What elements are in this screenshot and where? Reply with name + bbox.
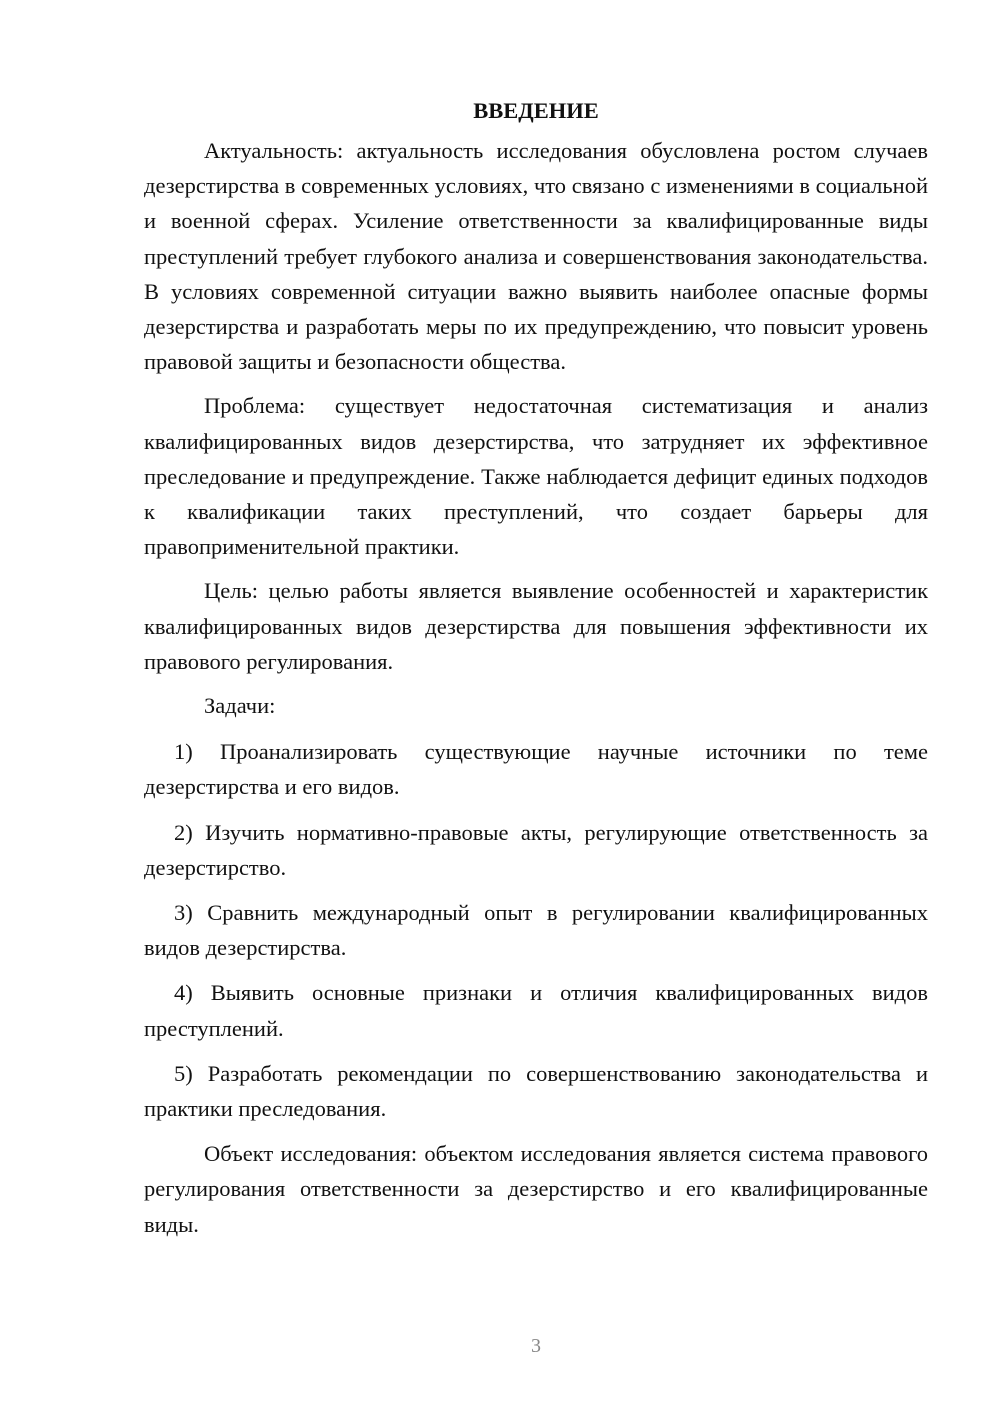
goal-paragraph: Цель: целью работы является выявление особенностей и характеристик квалифицированных видов дезерстирства для повышения эффективности их правового регулирования. [144, 578, 928, 674]
tasks-list [144, 734, 928, 1126]
relevance-paragraph: Актуальность: актуальность исследования обусловлена ростом случаев дезерстирства в современных условиях, что связано с изменениями в социальной и военной сферах. Усиление ответственности за квалифицированные виды преступлений требует глубокого анализа и совершенствования законодательства. В условиях современной ситуации важно выявить наиболее опасные формы дезерстирства и разработать меры по их предупреждению, что повысит уровень правовой защиты и безопасности общества. [144, 138, 928, 375]
page-number: 3 [531, 1335, 541, 1357]
task-item: 3) Сравнить международный опыт в регулировании квалифицированных видов дезерстирства. [144, 900, 928, 961]
task-item: 5) Разработать рекомендации по совершенствованию законодательства и практики преследования. [144, 1060, 928, 1122]
document-body [144, 96, 928, 1251]
object-paragraph: Объект исследования: объектом исследования является система правового регулирования ответственности за дезерстирство и его квалифицированные виды. [144, 1141, 928, 1237]
task-item: 4) Выявить основные признаки и отличия квалифицированных видов преступлений. [144, 980, 928, 1041]
page-title: ВВЕДЕНИЕ [473, 98, 599, 123]
task-item: 2) Изучить нормативно-правовые акты, регулирующие ответственность за дезерстирство. [144, 819, 928, 880]
tasks-heading: Задачи: [204, 693, 276, 719]
task-item: 1) Проанализировать существующие научные источники по теме дезерстирства и его видов. [144, 739, 928, 800]
problem-paragraph: Проблема: существует недостаточная систематизация и анализ квалифицированных видов дезерстирства, что затрудняет их эффективное преследование и предупреждение. Также наблюдается дефицит единых подходов к квалификации таких преступлений, что создает барьеры для правоприменительной практики. [144, 393, 928, 560]
